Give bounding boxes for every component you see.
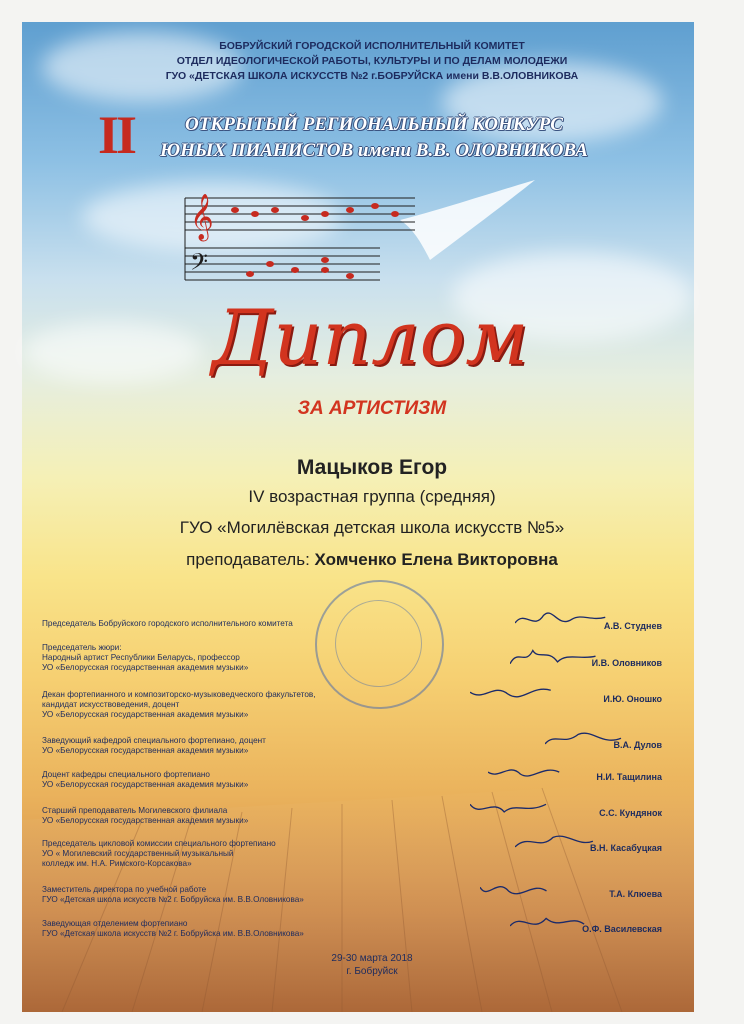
signatory-role bbox=[42, 643, 462, 673]
signatory-role bbox=[42, 885, 462, 905]
signatory-name: И.В. Оловников bbox=[591, 658, 662, 668]
awardee-teacher bbox=[0, 550, 744, 570]
signatory-role bbox=[42, 919, 462, 939]
signatory-role-line: УО «Белорусская государственная академия музыки» bbox=[42, 710, 249, 719]
signatory-role bbox=[42, 770, 462, 790]
footer-date: 29-30 марта 2018 bbox=[331, 953, 413, 964]
signatory-role-line: Заведующий кафедрой специального фортепиано, доцент bbox=[42, 736, 266, 745]
signatory-name: В.А. Дулов bbox=[613, 740, 662, 750]
diploma-title: Диплом bbox=[211, 293, 529, 382]
signatory-name: А.В. Студнев bbox=[603, 621, 662, 631]
signatory-name: О.Ф. Василевская bbox=[582, 924, 662, 934]
signatory-role-line: колледж им. Н.А. Римского-Корсакова» bbox=[42, 859, 192, 868]
signatory-role-line: Председатель цикловой комиссии специального фортепиано bbox=[42, 839, 276, 848]
signatory-role bbox=[42, 619, 462, 629]
signatory-role bbox=[42, 690, 462, 720]
header-line-2: ОТДЕЛ ИДЕОЛОГИЧЕСКОЙ РАБОТЫ, КУЛЬТУРЫ И ПО ДЕЛАМ МОЛОДЕЖИ bbox=[176, 55, 568, 67]
signatory-role-line: Председатель жюри: bbox=[42, 643, 122, 652]
teacher-name: Хомченко Елена Викторовна bbox=[314, 550, 558, 569]
signatory-role-line: Заведующая отделением фортепиано bbox=[42, 919, 188, 928]
signatory-name: Н.И. Тащилина bbox=[596, 772, 662, 782]
signatory-name: С.С. Кундянок bbox=[599, 808, 662, 818]
signatory-role-line: УО « Могилевский государственный музыкальный bbox=[42, 849, 234, 858]
signatory-name: Т.А. Клюева bbox=[609, 889, 662, 899]
contest-title-line-2: ЮНЫХ ПИАНИСТОВ имени В.В. ОЛОВНИКОВА bbox=[160, 140, 588, 161]
signatory-role-line: Народный артист Республики Беларусь, профессор bbox=[42, 653, 240, 662]
signatory-role-line: Декан фортепианного и композиторско-музыковедческого факультетов, bbox=[42, 690, 316, 699]
contest-title-line-1: ОТКРЫТЫЙ РЕГИОНАЛЬНЫЙ КОНКУРС bbox=[185, 114, 563, 135]
signatory-role-line: Старший преподаватель Могилевского филиала bbox=[42, 806, 228, 815]
svg-text:𝄢: 𝄢 bbox=[190, 248, 209, 281]
signatory-role-line: УО «Белорусская государственная академия музыки» bbox=[42, 780, 249, 789]
signatory-role-line: кандидат искусствоведения, доцент bbox=[42, 700, 180, 709]
awardee-name: Мацыков Егор bbox=[296, 456, 448, 479]
svg-text:𝄞: 𝄞 bbox=[190, 194, 214, 240]
signatory-role-line: УО «Белорусская государственная академия музыки» bbox=[42, 816, 249, 825]
awardee-group: IV возрастная группа (средняя) bbox=[248, 487, 496, 506]
signatory-role bbox=[42, 839, 462, 869]
signatory-role-line: Доцент кафедры специального фортепиано bbox=[42, 770, 210, 779]
header-line-3: ГУО «ДЕТСКАЯ ШКОЛА ИСКУССТВ №2 г.БОБРУЙСКА имени В.В.ОЛОВНИКОВА bbox=[165, 70, 579, 82]
signatory-role-line: Председатель Бобруйского городского исполнительного комитета bbox=[42, 619, 293, 628]
music-staff-illustration bbox=[180, 170, 540, 300]
signatory-role-line: УО «Белорусская государственная академия музыки» bbox=[42, 746, 249, 755]
signatory-role bbox=[42, 736, 462, 756]
signatory-role bbox=[42, 806, 462, 826]
teacher-label: преподаватель: bbox=[186, 550, 310, 569]
contest-number: II bbox=[98, 105, 135, 165]
signatory-role-line: ГУО «Детская школа искусств №2 г. Бобруйска им. В.В.Оловникова» bbox=[42, 895, 304, 904]
awardee-school: ГУО «Могилёвская детская школа искусств №5» bbox=[179, 518, 565, 537]
footer-city: г. Бобруйск bbox=[346, 966, 398, 977]
signatory-role-line: Заместитель директора по учебной работе bbox=[42, 885, 207, 894]
signatory-name: В.Н. Касабуцкая bbox=[590, 843, 662, 853]
diploma-subtitle: ЗА АРТИСТИЗМ bbox=[297, 398, 447, 419]
header-line-1: БОБРУЙСКИЙ ГОРОДСКОЙ ИСПОЛНИТЕЛЬНЫЙ КОМИТЕТ bbox=[219, 40, 525, 52]
signatory-name: И.Ю. Оношко bbox=[603, 694, 662, 704]
signatory-role-line: ГУО «Детская школа искусств №2 г. Бобруйска им. В.В.Оловникова» bbox=[42, 929, 304, 938]
signatory-role-line: УО «Белорусская государственная академия музыки» bbox=[42, 663, 249, 672]
